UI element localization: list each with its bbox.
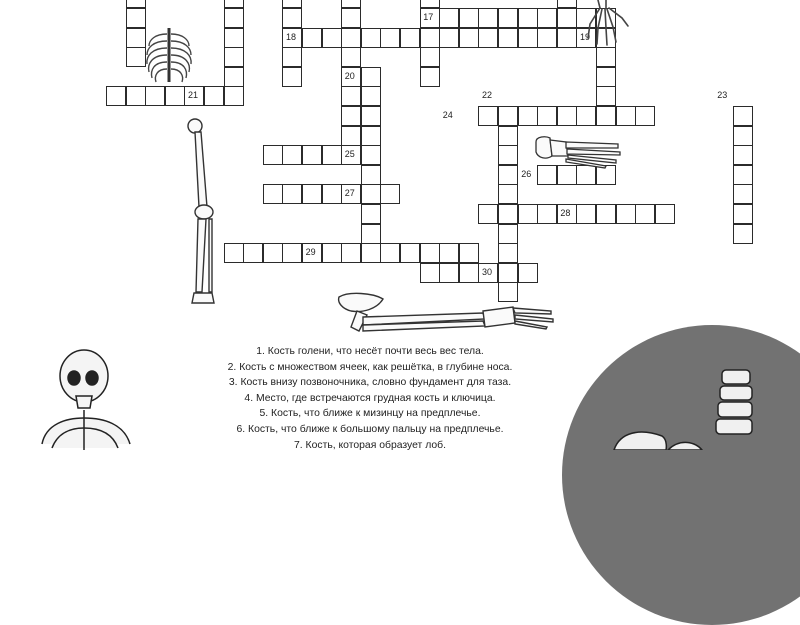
crossword-cell[interactable] [224, 8, 244, 28]
crossword-cell[interactable] [596, 86, 616, 106]
arm-bones-illustration [333, 291, 555, 335]
crossword-cell[interactable] [224, 47, 244, 67]
clue-number: 30 [482, 266, 493, 277]
clue-number: 25 [344, 149, 355, 160]
clue-number: 21 [188, 90, 199, 101]
crossword-cell[interactable] [498, 28, 518, 48]
crossword-cell[interactable] [439, 263, 459, 283]
crossword-cell[interactable] [165, 86, 185, 106]
crossword-cell[interactable] [733, 126, 753, 146]
crossword-cell[interactable] [478, 28, 498, 48]
crossword-cell[interactable] [263, 145, 283, 165]
crossword-cell[interactable] [282, 145, 302, 165]
crossword-cell[interactable] [380, 184, 400, 204]
crossword-cell[interactable] [478, 204, 498, 224]
pelvis-spine-illustration [610, 366, 800, 450]
crossword-cell[interactable] [420, 28, 440, 48]
crossword-cell[interactable] [596, 204, 616, 224]
crossword-cell[interactable] [224, 243, 244, 263]
clue-number: 17 [423, 12, 434, 22]
crossword-cell[interactable] [557, 106, 577, 126]
crossword-cell[interactable] [557, 28, 577, 48]
crossword-cell[interactable] [361, 224, 381, 244]
crossword-cell[interactable] [361, 67, 381, 87]
foot-bones-illustration [532, 134, 624, 170]
clue-3: 3. Кость внизу позвоночника, словно фундамент для таза. [228, 377, 512, 389]
crossword-cell[interactable] [576, 204, 596, 224]
clue-4: 4. Место, где встречаются грудная кость и ключица. [244, 392, 496, 404]
crossword-cell[interactable] [420, 47, 440, 67]
crossword-cell[interactable] [263, 243, 283, 263]
clue-number: 22 [482, 90, 493, 101]
crossword-cell[interactable] [498, 126, 518, 146]
crossword-cell[interactable] [635, 106, 655, 126]
crossword-cell[interactable] [341, 86, 361, 106]
crossword-cell[interactable] [361, 243, 381, 263]
clue-7: 7. Кость, которая образует лоб. [293, 439, 446, 451]
crossword-cell[interactable] [518, 263, 538, 283]
crossword-cell[interactable] [439, 243, 459, 263]
crossword-cell[interactable] [498, 145, 518, 165]
crossword-cell[interactable] [439, 8, 459, 28]
crossword-cell[interactable] [498, 263, 518, 283]
crossword-cell[interactable] [341, 243, 361, 263]
crossword-cell[interactable] [478, 8, 498, 28]
crossword-cell[interactable] [518, 8, 538, 28]
crossword-cell[interactable] [420, 263, 440, 283]
crossword-cell[interactable] [439, 28, 459, 48]
crossword-cell[interactable] [282, 184, 302, 204]
crossword-cell[interactable] [224, 67, 244, 87]
crossword-cell[interactable] [243, 243, 263, 263]
crossword-cell[interactable] [322, 28, 342, 48]
crossword-cell[interactable] [322, 243, 342, 263]
crossword-cell[interactable] [635, 204, 655, 224]
clue-number: 27 [344, 188, 355, 199]
clue-number: 29 [305, 247, 316, 258]
clue-number: 23 [717, 90, 728, 101]
clue-5: 5. Кость, что ближе к мизинцу на предплечье. [259, 408, 481, 420]
crossword-cell[interactable] [498, 243, 518, 263]
crossword-cell[interactable] [616, 204, 636, 224]
crossword-cell[interactable] [596, 67, 616, 87]
clue-number: 28 [560, 208, 571, 218]
crossword-cell[interactable] [361, 28, 381, 48]
crossword-cell[interactable] [478, 106, 498, 126]
crossword-cell[interactable] [400, 28, 420, 48]
crossword-cell[interactable] [733, 184, 753, 204]
crossword-cell[interactable] [518, 28, 538, 48]
crossword-cell[interactable] [733, 204, 753, 224]
crossword-cell[interactable] [126, 86, 146, 106]
crossword-cell[interactable] [420, 243, 440, 263]
crossword-cell[interactable] [361, 106, 381, 126]
crossword-cell[interactable] [596, 106, 616, 126]
clue-number: 26 [521, 168, 532, 179]
crossword-cell[interactable] [224, 28, 244, 48]
crossword-cell[interactable] [282, 243, 302, 263]
crossword-cell[interactable] [341, 8, 361, 28]
crossword-cell[interactable] [459, 243, 479, 263]
clue-number: 20 [344, 70, 355, 81]
crossword-cell[interactable] [498, 8, 518, 28]
crossword-cell[interactable] [459, 263, 479, 283]
clues-list [170, 344, 570, 453]
crossword-cell[interactable] [498, 165, 518, 185]
crossword-cell[interactable] [302, 28, 322, 48]
clue-number: 19 [580, 31, 591, 42]
crossword-cell[interactable] [459, 8, 479, 28]
crossword-cell[interactable] [498, 204, 518, 224]
crossword-cell[interactable] [361, 204, 381, 224]
crossword-cell[interactable] [224, 86, 244, 106]
crossword-cell[interactable] [400, 243, 420, 263]
crossword-cell[interactable] [282, 47, 302, 67]
crossword-cell[interactable] [145, 86, 165, 106]
crossword-cell[interactable] [361, 126, 381, 146]
crossword-cell[interactable] [361, 86, 381, 106]
crossword-cell[interactable] [282, 8, 302, 28]
leg-bone-illustration [182, 117, 226, 312]
crossword-cell[interactable] [380, 28, 400, 48]
crossword-cell[interactable] [282, 67, 302, 87]
crossword-cell[interactable] [537, 28, 557, 48]
crossword-cell[interactable] [498, 224, 518, 244]
clue-2: 2. Кость с множеством ячеек, как решётка, в глубине носа. [227, 361, 513, 373]
crossword-cell[interactable] [341, 106, 361, 126]
crossword-cell[interactable] [322, 145, 342, 165]
clue-number: 18 [286, 31, 297, 42]
crossword-cell[interactable] [380, 243, 400, 263]
crossword-cell[interactable] [733, 165, 753, 185]
crossword-cell[interactable] [302, 184, 322, 204]
crossword-cell[interactable] [322, 184, 342, 204]
crossword-cell[interactable] [498, 106, 518, 126]
crossword-cell[interactable] [733, 106, 753, 126]
crossword-cell[interactable] [341, 28, 361, 48]
crossword-cell[interactable] [576, 106, 596, 126]
crossword-cell[interactable] [733, 224, 753, 244]
crossword-cell[interactable] [341, 47, 361, 67]
crossword-cell[interactable] [361, 165, 381, 185]
crossword-cell[interactable] [596, 47, 616, 67]
clue-6: 6. Кость, что ближе к большому пальцу на предплечье. [236, 423, 504, 435]
crossword-cell[interactable] [204, 86, 224, 106]
crossword-cell[interactable] [616, 106, 636, 126]
clue-number: 24 [442, 110, 453, 120]
crossword-cell[interactable] [537, 106, 557, 126]
ribcage-illustration [143, 24, 195, 88]
crossword-cell[interactable] [341, 126, 361, 146]
crossword-cell[interactable] [459, 28, 479, 48]
crossword-cell[interactable] [106, 86, 126, 106]
crossword-cell[interactable] [557, 8, 577, 28]
crossword-cell[interactable] [518, 204, 538, 224]
crossword-cell[interactable] [537, 8, 557, 28]
crossword-cell[interactable] [263, 184, 283, 204]
clue-1: 1. Кость голени, что несёт почти весь вес тела. [256, 346, 484, 357]
crossword-cell[interactable] [498, 184, 518, 204]
crossword-cell[interactable] [557, 0, 577, 8]
crossword-cell[interactable] [537, 204, 557, 224]
crossword-cell[interactable] [518, 106, 538, 126]
crossword-cell[interactable] [655, 204, 675, 224]
crossword-cell[interactable] [361, 184, 381, 204]
skeleton-illustration [32, 348, 142, 450]
crossword-cell[interactable] [361, 145, 381, 165]
hand-bones-illustration [578, 0, 630, 48]
crossword-cell[interactable] [733, 145, 753, 165]
crossword-cell[interactable] [302, 145, 322, 165]
crossword-cell[interactable] [420, 67, 440, 87]
